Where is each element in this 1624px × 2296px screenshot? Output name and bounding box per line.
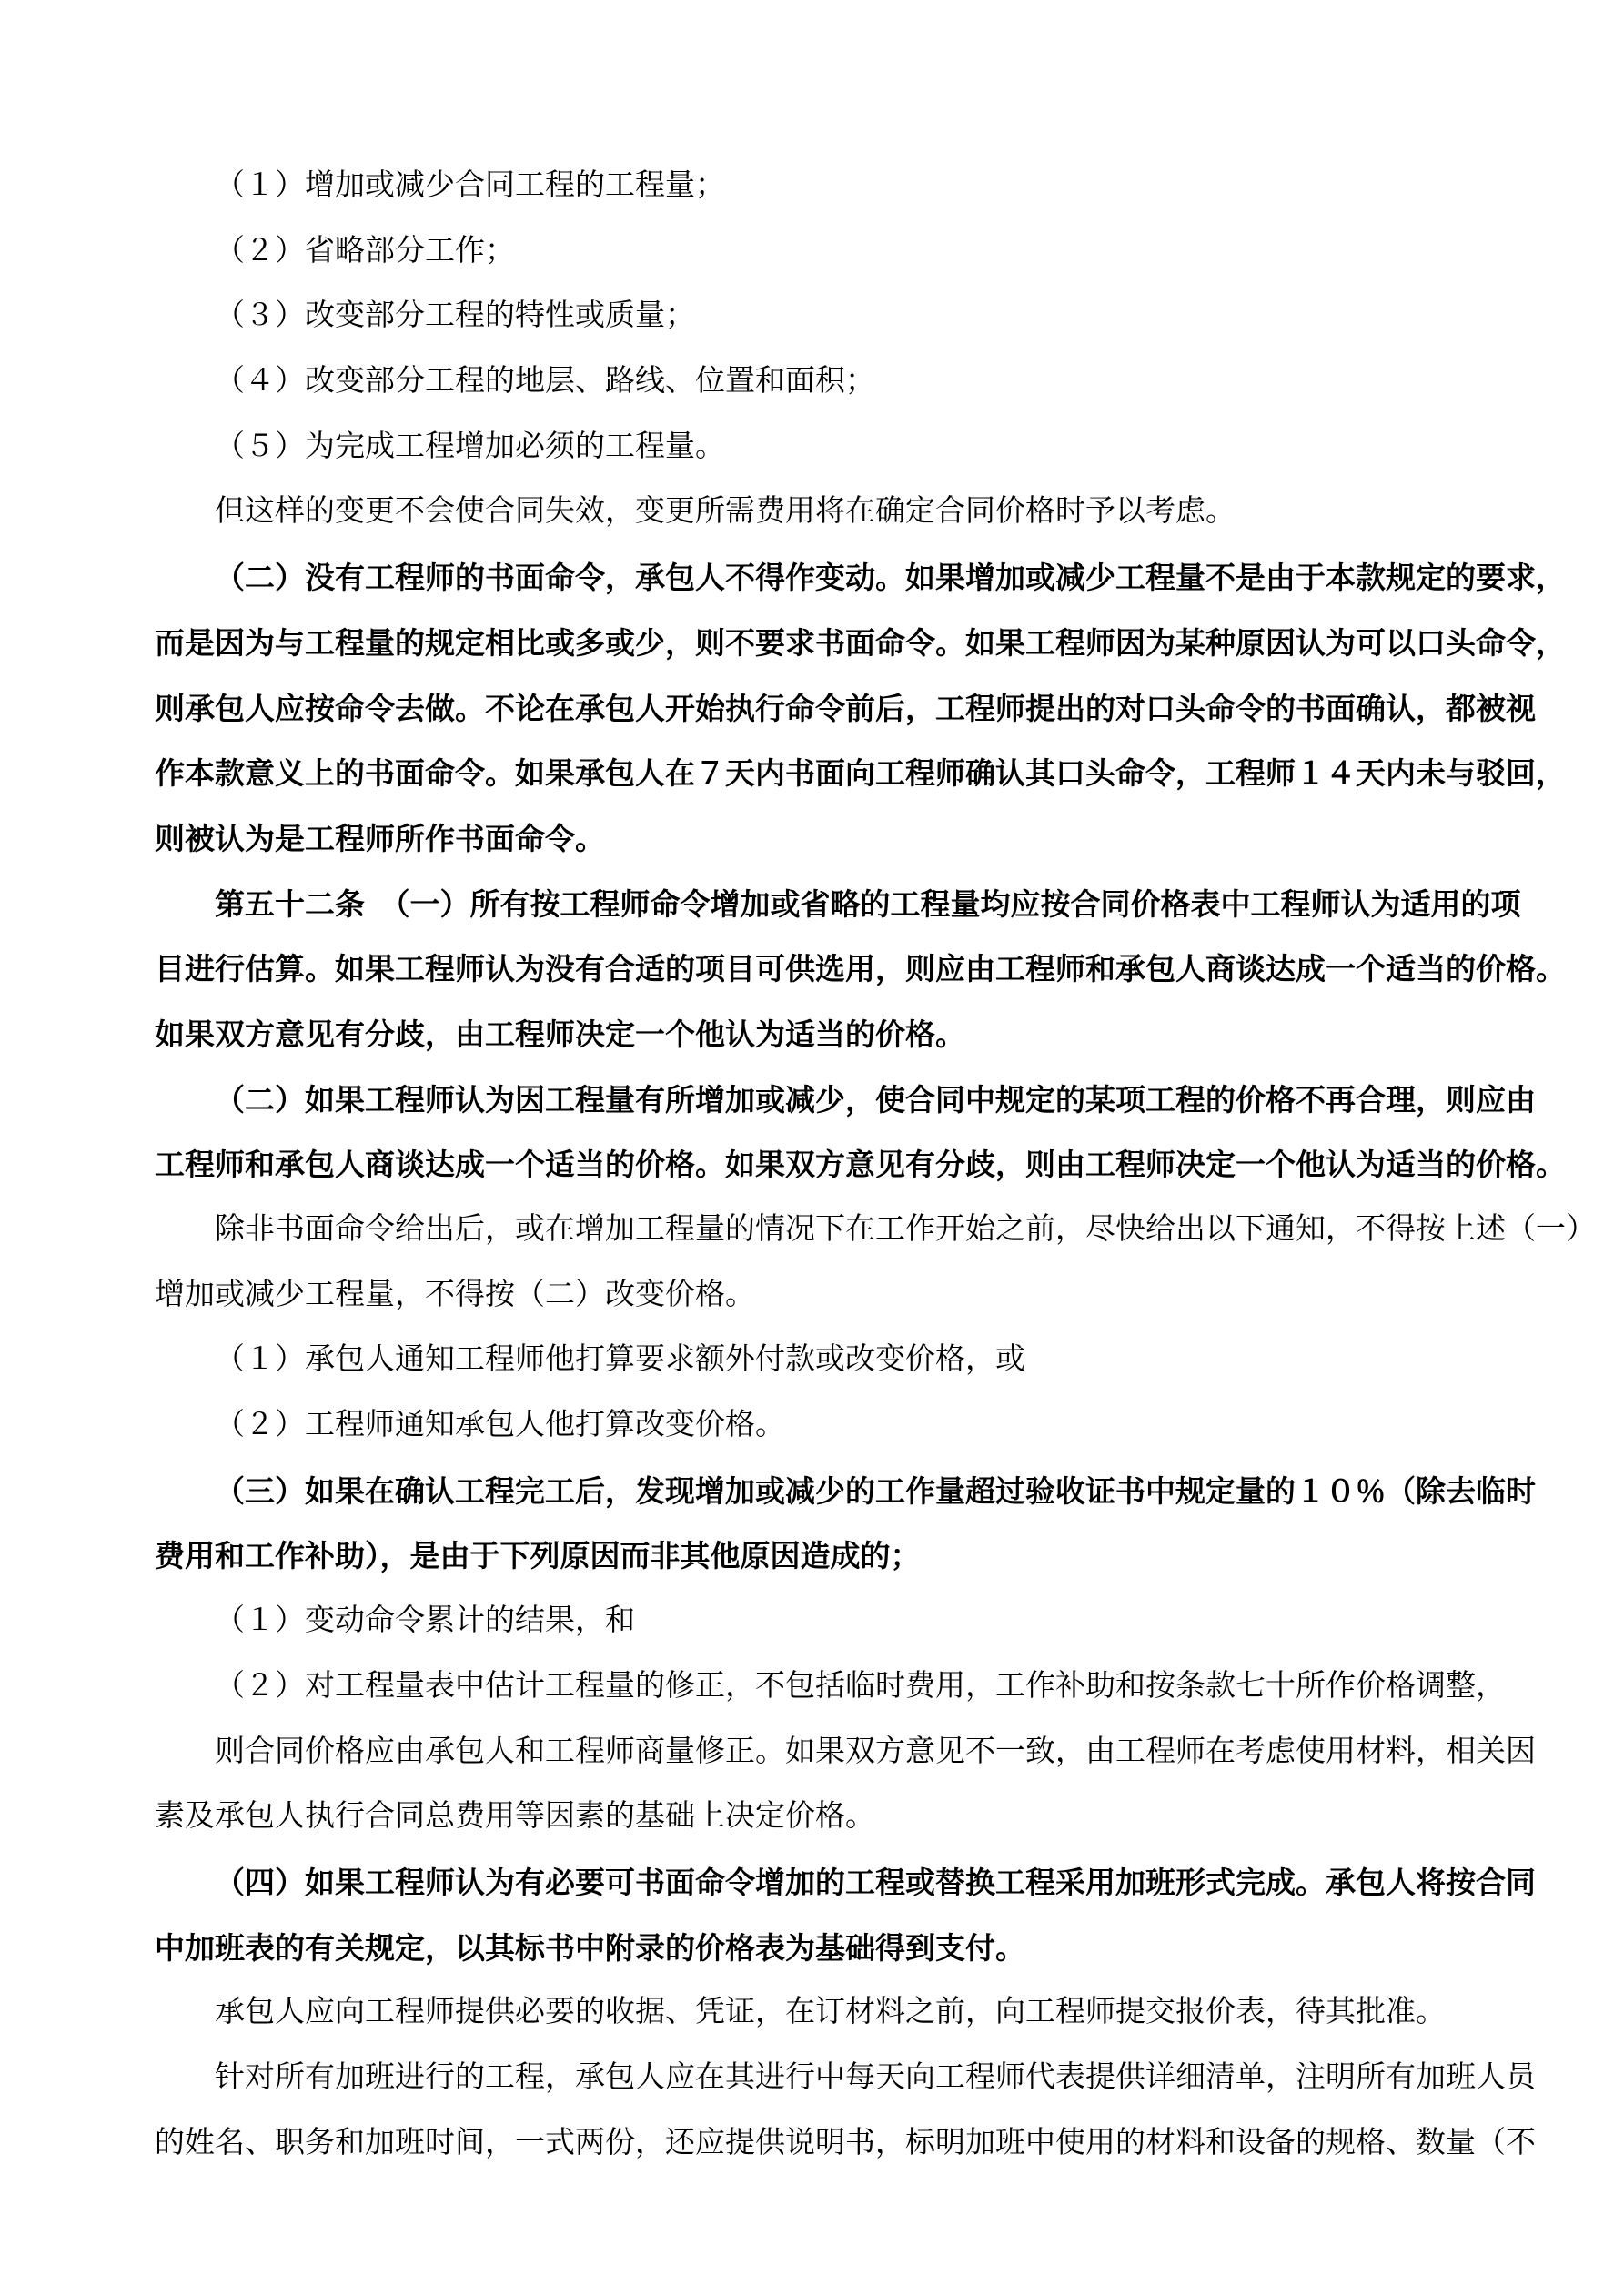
text-line: 中加班表的有关规定，以其标书中附录的价格表为基础得到支付。 — [155, 1930, 1025, 1965]
paragraph — [155, 219, 1574, 285]
text-line: 承包人应向工程师提供必要的收据、凭证，在订材料之前，向工程师提交报价表，待其批准。 — [215, 1996, 1446, 2029]
paragraph — [155, 1393, 1574, 1459]
text-line: （３）改变部分工程的特性或质量； — [215, 299, 695, 333]
paragraph — [155, 1328, 1574, 1393]
paragraph — [155, 2046, 1574, 2176]
paragraph — [155, 1654, 1574, 1720]
text-line: 但这样的变更不会使合同失效，变更所需费用将在确定合同价格时予以考虑。 — [215, 495, 1236, 529]
text-line: （１）增加或减少合同工程的工程量； — [215, 169, 725, 202]
text-block — [155, 154, 1596, 2176]
text-line: （二）没有工程师的书面命令，承包人不得作变动。如果增加或减少工程量不是由于本款规定的要求， — [215, 561, 1566, 595]
paragraph — [155, 1980, 1574, 2046]
paragraph — [155, 154, 1574, 219]
text-line: （四）如果工程师认为有必要可书面命令增加的工程或替换工程采用加班形式完成。承包人将按合同 — [215, 1865, 1536, 1899]
text-line: 目进行估算。如果工程师认为没有合适的项目可供选用，则应由工程师和承包人商谈达成一个适当的价格。 — [155, 952, 1566, 986]
text-line: （１）承包人通知工程师他打算要求额外付款或改变价格，或 — [215, 1343, 1025, 1377]
text-line: 增加或减少工程量，不得按（二）改变价格。 — [155, 1278, 755, 1311]
text-line: 如果双方意见有分歧，由工程师决定一个他认为适当的价格。 — [155, 1017, 965, 1051]
text-line: 则被认为是工程师所作书面命令。 — [155, 821, 605, 855]
paragraph — [155, 284, 1574, 349]
text-line: 针对所有加班进行的工程，承包人应在其进行中每天向工程师代表提供详细清单，注明所有加班人员 — [215, 2060, 1536, 2094]
text-line: （２）对工程量表中估计工程量的修正，不包括临时费用，工作补助和按条款七十所作价格调整， — [215, 1669, 1506, 1703]
text-line: （二）如果工程师认为因工程量有所增加或减少，使合同中规定的某项工程的价格不再合理，则应由 — [215, 1082, 1536, 1117]
text-line: （５）为完成工程增加必须的工程量。 — [215, 430, 725, 463]
paragraph — [155, 349, 1574, 415]
paragraph — [155, 1850, 1574, 1980]
text-line: （２）工程师通知承包人他打算改变价格。 — [215, 1409, 785, 1442]
text-line: 而是因为与工程量的规定相比或多或少，则不要求书面命令。如果工程师因为某种原因认为可以口头命令， — [155, 625, 1566, 660]
text-line: 工程师和承包人商谈达成一个适当的价格。如果双方意见有分歧，则由工程师决定一个他认为适当的价格。 — [155, 1148, 1566, 1182]
paragraph — [155, 872, 1574, 1067]
text-line: （４）改变部分工程的地层、路线、位置和面积； — [215, 365, 875, 399]
text-line: 则合同价格应由承包人和工程师商量修正。如果双方意见不一致，由工程师在考虑使用材料，相关因 — [215, 1735, 1536, 1768]
text-line: 的姓名、职务和加班时间，一式两份，还应提供说明书，标明加班中使用的材料和设备的规格、数量（不 — [155, 2126, 1536, 2159]
paragraph — [155, 480, 1574, 545]
paragraph — [155, 1198, 1596, 1328]
paragraph — [155, 1720, 1574, 1850]
text-line: 素及承包人执行合同总费用等因素的基础上决定价格。 — [155, 1800, 875, 1834]
text-line: （２）省略部分工作； — [215, 234, 515, 268]
paragraph — [155, 1067, 1574, 1198]
paragraph — [155, 1589, 1574, 1654]
text-line: 第五十二条 （一）所有按工程师命令增加或省略的工程量均应按合同价格表中工程师认为适用的项 — [215, 886, 1521, 921]
text-line: 费用和工作补助），是由于下列原因而非其他原因造成的； — [155, 1539, 921, 1573]
text-line: 作本款意义上的书面命令。如果承包人在７天内书面向工程师确认其口头命令，工程师１４天内未与驳回， — [155, 756, 1566, 791]
paragraph — [155, 415, 1574, 480]
text-line: （１）变动命令累计的结果，和 — [215, 1604, 635, 1638]
text-line: 则承包人应按命令去做。不论在承包人开始执行命令前后，工程师提出的对口头命令的书面确认，都被视 — [155, 691, 1536, 725]
text-line: （三）如果在确认工程完工后，发现增加或减少的工作量超过验收证书中规定量的１０％（除去临时 — [215, 1473, 1536, 1508]
paragraph — [155, 545, 1574, 871]
paragraph — [155, 1459, 1574, 1589]
text-line: 除非书面命令给出后，或在增加工程量的情况下在工作开始之前，尽快给出以下通知，不得按上述（一） — [215, 1213, 1596, 1246]
